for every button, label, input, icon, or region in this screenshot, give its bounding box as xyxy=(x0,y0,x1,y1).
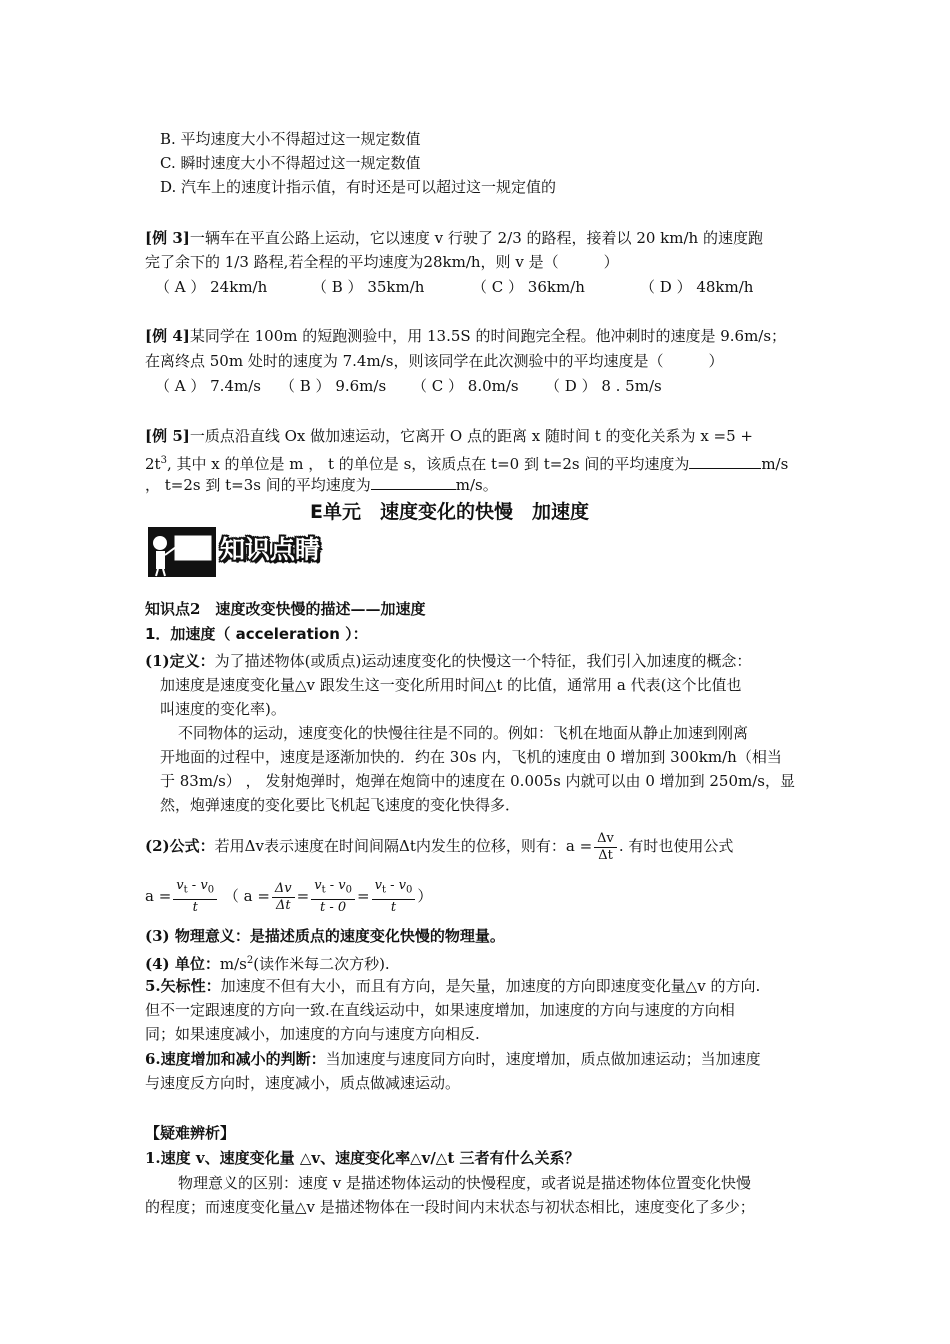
ex5-line1: [例 5]一质点沿直线 Ox 做加速运动，它离开 O 点的距离 x 随时间 t 的变化关系为 x =5 + xyxy=(145,427,753,445)
ex5-line3: ， t=2s 到 t=3s 间的平均速度为 m/s。 xyxy=(145,476,498,494)
acceleration-heading: 1．加速度（ acceleration ）： xyxy=(145,625,368,643)
teacher-board-icon xyxy=(148,527,218,577)
ex4-option-c: （ C ） 8.0m/s xyxy=(412,377,519,395)
ex3-line1: [例 3]一辆车在平直公路上运动，它以速度 v 行驶了 2/3 的路程，接着以 20 km/h 的速度跑 xyxy=(145,229,763,247)
ex2-option-b: B. 平均速度大小不得超过这一规定数值 xyxy=(160,130,421,148)
ex2-option-d: D. 汽车上的速度计指示值，有时还是可以超过这一规定值的 xyxy=(160,178,557,196)
para-line2: 开地面的过程中，速度是逐渐加快的．约在 30s 内，飞机的速度由 0 增加到 300km/h（相当 xyxy=(160,748,782,766)
judge-line2: 与速度反方向时，速度减小，质点做减速运动。 xyxy=(145,1074,461,1092)
ex2-option-c: C. 瞬时速度大小不得超过这一规定数值 xyxy=(160,154,421,172)
knowledge-banner: 知识点睛 xyxy=(220,535,321,564)
def-line1: (1)定义：为了描述物体(或质点)运动速度变化的快慢这一个特征，我们引入加速度的概念： xyxy=(145,652,752,670)
para-line1: 不同物体的运动，速度变化的快慢往往是不同的。例如：飞机在地面从静止加速到刚离 xyxy=(178,724,749,742)
ex3-line2: 完了余下的 1/3 路程,若全程的平均速度为28km/h，则 v 是（ ） xyxy=(145,253,619,271)
fraction-vt-v0-t0: $\frac{v_t - v_0}{t - 0}$ xyxy=(311,878,355,916)
ex5-label: [例 5] xyxy=(145,427,190,445)
ex3-option-a: （ A ） 24km/h xyxy=(155,278,268,296)
vector-line2: 但不一定跟速度的方向一致.在直线运动中，如果速度增加，加速度的方向与速度的方向相 xyxy=(145,1001,735,1019)
vector-line3: 同；如果速度减小，加速度的方向与速度方向相反. xyxy=(145,1025,480,1043)
ex4-label: [例 4] xyxy=(145,327,190,345)
formula-line-2: a = $\frac{v_t - v_0}{t}$ （ a = $\frac{\Delta v}{\Delta t}$ = $\frac{v_t - v_0}{t - 0}$ = $\frac{v_t - v_0}{t}$ ） xyxy=(145,878,433,915)
fraction-vt-v0-t-2: $\frac{v_t - v_0}{t}$ xyxy=(372,878,416,916)
answer-blank-1[interactable] xyxy=(689,454,761,469)
fraction-vt-v0-t: $\frac{v_t - v_0}{t}$ xyxy=(173,878,217,916)
answer-blank-2[interactable] xyxy=(371,475,456,490)
difficulty-para-line1: 物理意义的区别：速度 v 是描述物体运动的快慢程度，或者说是描述物体位置变化快慢 xyxy=(178,1174,752,1192)
ex3-option-c: （ C ） 36km/h xyxy=(472,278,585,296)
formula-line: (2)公式：若用Δv表示速度在时间间隔Δt内发生的位移，则有：a = $\frac{\Delta v}{\Delta t}$ . 有时也使用公式 xyxy=(145,830,734,863)
fraction-dv-dt: $\frac{\Delta v}{\Delta t}$ xyxy=(594,831,617,864)
ex4-line2: 在离终点 50m 处时的速度为 7.4m/s，则该同学在此次测验中的平均速度是（ ） xyxy=(145,352,724,370)
fraction-dv-dt-2: $\frac{\Delta v}{\Delta t}$ xyxy=(272,881,295,914)
difficulty-para-line2: 的程度；而速度变化量△v 是描述物体在一段时间内末状态与初状态相比，速度变化了多少； xyxy=(145,1198,755,1216)
meaning-line: (3) 物理意义：是描述质点的速度变化快慢的物理量。 xyxy=(145,927,505,945)
ex3-option-b: （ B ） 35km/h xyxy=(312,278,425,296)
kp2-heading: 知识点2 速度改变快慢的描述——加速度 xyxy=(145,600,426,618)
def-line3: 叫速度的变化率)。 xyxy=(160,700,286,718)
def-line2: 加速度是速度变化量△v 跟发生这一变化所用时间△t 的比值，通常用 a 代表(这个比值也 xyxy=(160,676,742,694)
vector-line1: 5.矢标性：加速度不但有大小，而且有方向，是矢量，加速度的方向即速度变化量△v 的方向. xyxy=(145,977,761,995)
ex4-option-d: （ D ） 8 . 5m/s xyxy=(545,377,662,395)
ex3-label: [例 3] xyxy=(145,229,190,247)
judge-line1: 6.速度增加和减小的判断：当加速度与速度同方向时，速度增加，质点做加速运动；当加速度 xyxy=(145,1050,761,1068)
ex4-option-b: （ B ） 9.6m/s xyxy=(280,377,387,395)
unit-line: (4) 单位：$m/s^2$(读作米每二次方秒). xyxy=(145,955,390,973)
difficulty-heading: 【疑难辨析】 xyxy=(145,1124,236,1142)
ex3-option-d: （ D ） 48km/h xyxy=(640,278,754,296)
para-line4: 然，炮弹速度的变化要比飞机起飞速度的变化快得多． xyxy=(160,796,521,814)
para-line3: 于 83m/s） ， 发射炮弹时，炮弹在炮筒中的速度在 0.005s 内就可以由 0 增加到 250m/s，显 xyxy=(160,772,795,790)
difficulty-question-1: 1.速度 v、速度变化量 △v、速度变化率△v/△t 三者有什么关系？ xyxy=(145,1149,580,1167)
unit-title: E单元 速度变化的快慢 加速度 xyxy=(310,501,589,523)
ex4-line1: [例 4]某同学在 100m 的短跑测验中，用 13.5S 的时间跑完全程。他冲刺时的速度是 9.6m/s； xyxy=(145,327,787,345)
ex5-line2: $2t^3$, 其中 x 的单位是 m ， t 的单位是 s，该质点在 t=0 到 t=2s 间的平均速度为 m/s xyxy=(145,455,789,473)
ex4-option-a: （ A ） 7.4m/s xyxy=(155,377,261,395)
